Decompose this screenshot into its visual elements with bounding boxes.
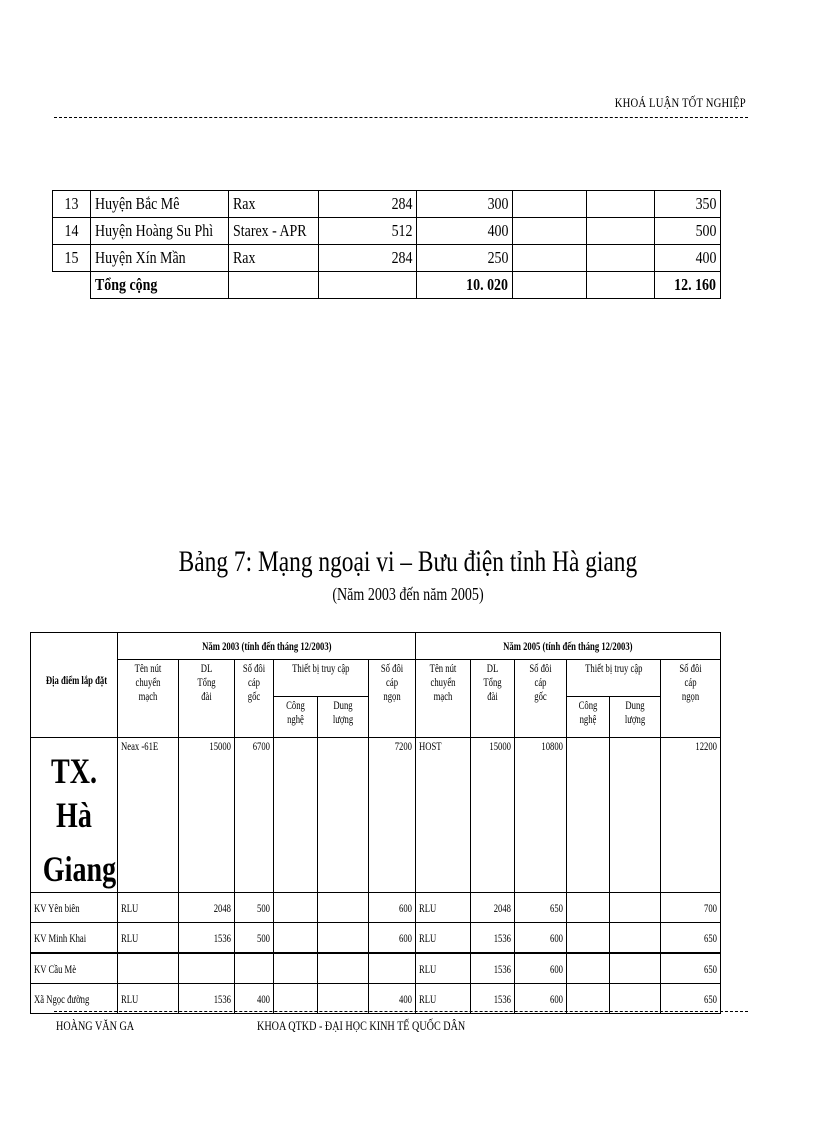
cell-location: Xã Ngọc đường bbox=[34, 991, 90, 1006]
cell-switch-2005: HOST bbox=[419, 739, 442, 753]
table-row bbox=[31, 984, 721, 1014]
cell-branch-2005: 650 bbox=[704, 991, 718, 1006]
header-cable-root: Số đôi bbox=[242, 661, 266, 675]
footer-author: HOÀNG VĂN GA bbox=[56, 1018, 135, 1033]
header-group-2005: Năm 2005 (tính đến tháng 12/2003) bbox=[503, 639, 633, 653]
row-c8: 350 bbox=[695, 194, 716, 213]
location-tx-ha-giang-line2: Giang bbox=[42, 849, 117, 889]
total-c5: 10. 020 bbox=[466, 275, 508, 294]
cell-capacity-2005: 1536 bbox=[493, 930, 512, 945]
header-location: Địa điểm lắp đặt bbox=[45, 673, 108, 687]
row-c5: 250 bbox=[487, 248, 508, 267]
footer-divider bbox=[54, 1011, 748, 1012]
row-c4: 512 bbox=[391, 221, 412, 240]
header-capacity: DL bbox=[486, 661, 499, 675]
header-divider bbox=[54, 117, 748, 118]
row-stt: 13 bbox=[64, 194, 79, 213]
total-c8: 12. 160 bbox=[674, 275, 716, 294]
row-stt: 14 bbox=[64, 221, 79, 240]
cell-location: KV Minh Khai bbox=[34, 930, 87, 945]
header-switch-name: Tên nút bbox=[429, 661, 457, 675]
cell-capacity-2005: 15000 bbox=[489, 739, 512, 753]
cell-capacity-2005: 1536 bbox=[493, 961, 512, 976]
table-row bbox=[31, 953, 721, 984]
table-caption-subtitle: (Năm 2003 đến năm 2005) bbox=[332, 584, 484, 604]
cell-location: KV Yên biên bbox=[34, 900, 80, 915]
cell-root-2003: 500 bbox=[257, 900, 270, 915]
cell-switch-2003: Neax -61E bbox=[121, 739, 159, 753]
row-c5: 400 bbox=[487, 221, 508, 240]
row-stt: 15 bbox=[64, 248, 79, 267]
header-group-2003: Năm 2003 (tính đến tháng 12/2003) bbox=[201, 639, 332, 653]
cell-root-2003: 6700 bbox=[252, 739, 270, 753]
header-column-row: Tên nút chuyển mạch DL Tổng đài Số đôi cáp gốc Thiết bị truy cập Số đôi cáp ngọn Tên nút chuyển mạch DL Tổng đài Số đôi cáp gốc Thiết bị truy cập Số đôi cáp ngọn bbox=[31, 660, 721, 697]
cell-branch-2005: 650 bbox=[704, 930, 718, 945]
footer-faculty: KHOA QTKD - ĐẠI HỌC KINH TẾ QUỐC DÂN bbox=[257, 1018, 466, 1033]
cell-root-2005: 600 bbox=[550, 961, 564, 976]
row-c4: 284 bbox=[391, 248, 412, 267]
cell-switch-2003: RLU bbox=[121, 930, 139, 945]
cell-capacity-2003: 15000 bbox=[209, 739, 231, 753]
total-label: Tổng cộng bbox=[95, 275, 158, 294]
cell-branch-2003: 7200 bbox=[394, 739, 413, 753]
row-c8: 400 bbox=[695, 248, 716, 267]
cell-capacity-2005: 1536 bbox=[493, 991, 512, 1006]
cell-switch-2005: RLU bbox=[419, 991, 437, 1006]
cell-switch-2005: RLU bbox=[419, 930, 437, 945]
cell-switch-2005: RLU bbox=[419, 900, 437, 915]
row-name: Huyện Xín Mần bbox=[95, 248, 186, 267]
header-access: Thiết bị truy cập bbox=[292, 661, 350, 675]
header-capacity: DL bbox=[200, 661, 213, 675]
cell-root-2003: 500 bbox=[257, 930, 270, 945]
row-tech: Rax bbox=[233, 248, 256, 267]
table-row bbox=[31, 893, 721, 923]
cell-switch-2003: RLU bbox=[121, 900, 139, 915]
header-access-tech: Công bbox=[578, 698, 598, 712]
cell-branch-2003: 600 bbox=[399, 930, 413, 945]
row-c8: 500 bbox=[695, 221, 716, 240]
cell-branch-2003: 600 bbox=[399, 900, 413, 915]
table-row bbox=[53, 191, 721, 218]
cell-capacity-2003: 2048 bbox=[213, 900, 231, 915]
row-name: Huyện Hoàng Su Phì bbox=[95, 221, 214, 240]
table-row bbox=[31, 923, 721, 954]
cell-root-2003: 400 bbox=[257, 991, 270, 1006]
cell-root-2005: 650 bbox=[550, 900, 564, 915]
cell-root-2005: 600 bbox=[550, 991, 564, 1006]
table-row bbox=[53, 218, 721, 245]
row-tech: Rax bbox=[233, 194, 256, 213]
row-c5: 300 bbox=[487, 194, 508, 213]
cell-switch-2003: RLU bbox=[121, 991, 139, 1006]
cell-root-2005: 600 bbox=[550, 930, 564, 945]
table-row bbox=[53, 245, 721, 272]
cell-capacity-2003: 1536 bbox=[213, 930, 231, 945]
table-total-row bbox=[53, 272, 721, 299]
header-title: KHOÁ LUẬN TỐT NGHIỆP bbox=[614, 95, 746, 110]
header-cable-root: Số đôi bbox=[529, 661, 552, 675]
header-access-cap: Dung bbox=[625, 698, 645, 712]
row-tech: Starex - APR bbox=[233, 221, 307, 240]
cell-capacity-2003: 1536 bbox=[213, 991, 231, 1006]
table-row bbox=[31, 738, 721, 893]
cell-branch-2003: 400 bbox=[399, 991, 413, 1006]
header-cable-branch: Số đôi bbox=[380, 661, 404, 675]
cell-branch-2005: 700 bbox=[704, 900, 718, 915]
cell-branch-2005: 650 bbox=[704, 961, 718, 976]
header-access: Thiết bị truy cập bbox=[584, 661, 643, 675]
location-tx-ha-giang-line1: TX. Hà bbox=[50, 751, 98, 835]
cell-location: KV Cầu Mè bbox=[34, 961, 77, 976]
header-cable-branch: Số đôi bbox=[679, 661, 702, 675]
cell-switch-2005: RLU bbox=[419, 961, 437, 976]
table-caption-title: Bảng 7: Mạng ngoại vi – Bưu điện tỉnh Hà giang bbox=[178, 545, 638, 578]
header-switch-name: Tên nút bbox=[134, 661, 162, 675]
header-group-row bbox=[31, 633, 721, 660]
cell-root-2005: 10800 bbox=[541, 739, 564, 753]
row-c4: 284 bbox=[391, 194, 412, 213]
header-subcolumn-row: Công nghệ Dung lượng Công nghệ Dung lượng bbox=[31, 697, 721, 738]
header-access-cap: Dung bbox=[333, 698, 353, 712]
cell-branch-2005: 12200 bbox=[695, 739, 718, 753]
cell-capacity-2005: 2048 bbox=[493, 900, 512, 915]
row-name: Huyện Bắc Mê bbox=[95, 194, 180, 213]
table-continuation bbox=[52, 190, 721, 299]
network-table bbox=[30, 632, 721, 1014]
header-access-tech: Công bbox=[286, 698, 305, 712]
